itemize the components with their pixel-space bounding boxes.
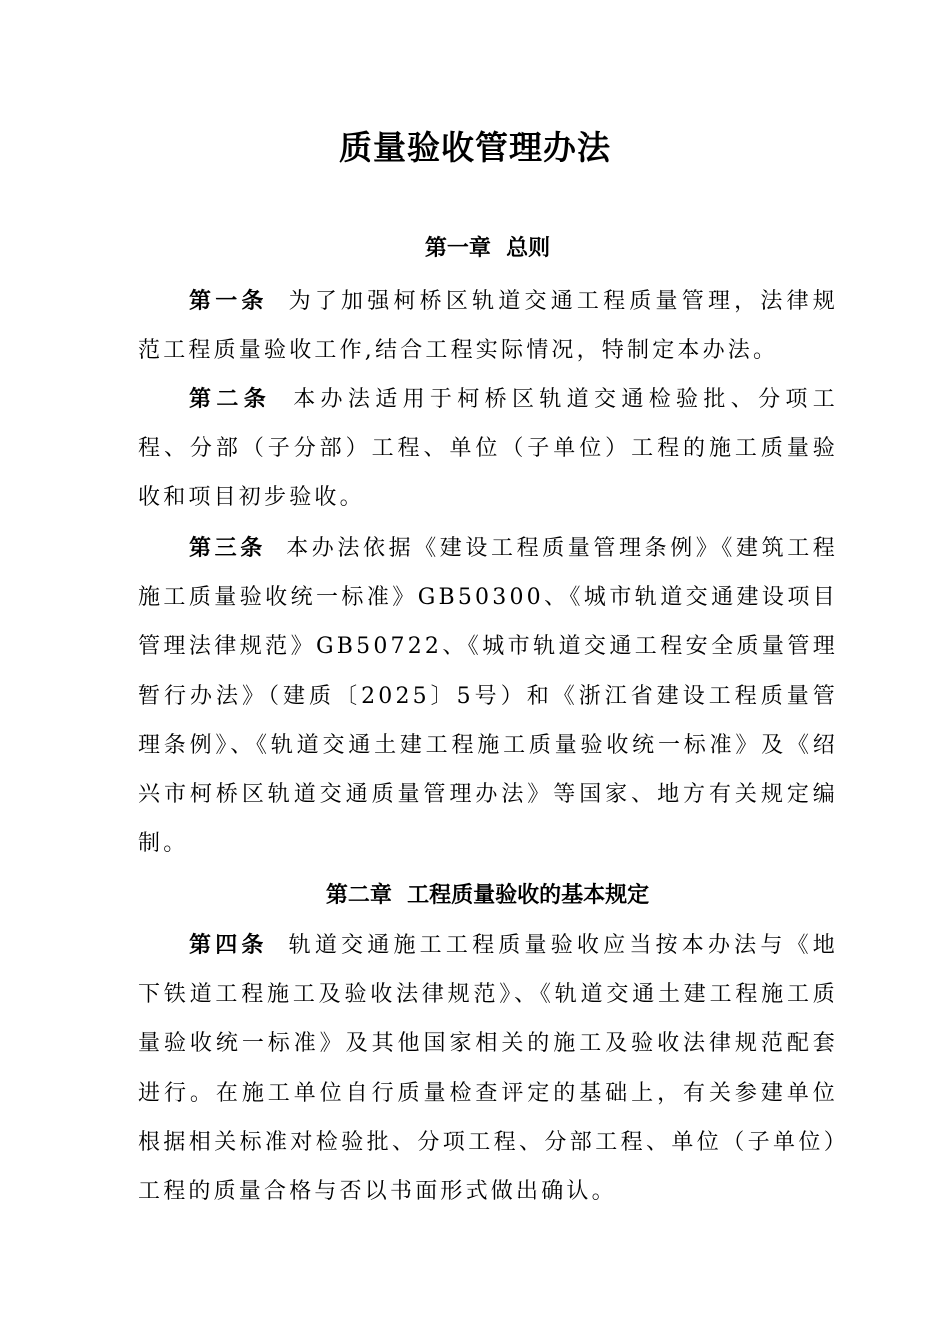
article-2-label: 第二条: [189, 386, 272, 412]
article-4-text: 轨道交通施工工程质量验收应当按本办法与《地下铁道工程施工及验收法律规范》、《轨道交通土建工程施工质量验收统一标准》及其他国家相关的施工及验收法律规范配套进行。在施工单位自行质量检查评定的基础上，有关参建单位根据相关标准对检验批、分项工程、分部工程、单位（子单位）工程的质量合格与否以书面形式做出确认。: [138, 933, 838, 1205]
article-3: [138, 524, 838, 868]
article-1-text: 为了加强柯桥区轨道交通工程质量管理，法律规范工程质量验收工作,结合工程实际情况，特制定本办法。: [138, 289, 838, 364]
article-3-label: 第三条: [189, 535, 266, 561]
article-1: [138, 277, 838, 375]
article-3-text: 本办法依据《建设工程质量管理条例》《建筑工程施工质量验收统一标准》GB50300、《城市轨道交通建设项目管理法律规范》GB50722、《城市轨道交通工程安全质量管理暂行办法》（建质〔2025〕5号）和《浙江省建设工程质量管理条例》、《轨道交通土建工程施工质量验收统一标准》及《绍兴市柯桥区轨道交通质量管理办法》等国家、地方有关规定编制。: [138, 536, 839, 857]
article-4-label: 第四条: [189, 932, 268, 958]
article-2: [138, 375, 838, 523]
article-1-label: 第一条: [189, 288, 268, 314]
document-title: 质量验收管理办法: [339, 128, 611, 167]
article-2-text: 本办法适用于柯桥区轨道交通检验批、分项工程、分部（子分部）工程、单位（子单位）工程的施工质量验收和项目初步验收。: [138, 387, 838, 511]
article-4: [138, 921, 838, 1216]
chapter-1-title: 第一章 总则: [424, 235, 551, 261]
chapter-2-title: 第二章 工程质量验收的基本规定: [325, 882, 650, 908]
